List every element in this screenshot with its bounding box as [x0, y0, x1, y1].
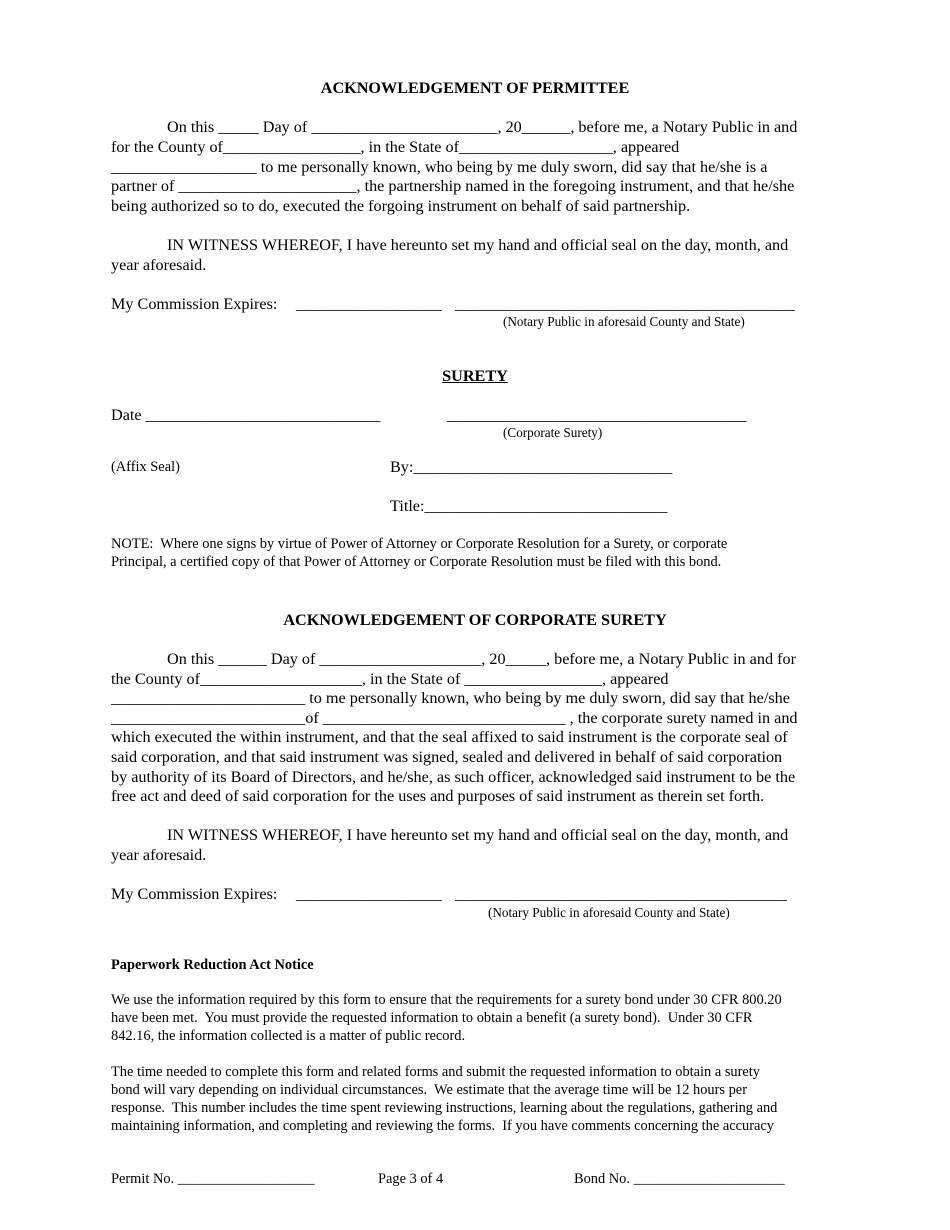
footer-page-number: Page 3 of 4 [378, 1171, 444, 1187]
corporate-surety-field[interactable]: _____________________________________ [447, 406, 747, 424]
corporate-ack-line-5: which executed the within instrument, and that the seal affixed to said instrument is the corporate seal of [111, 728, 788, 746]
paperwork-para2-line-3: response. This number includes the time spent reviewing instructions, learning about the regulations, gathering and [111, 1100, 778, 1116]
paperwork-heading: Paperwork Reduction Act Notice [111, 957, 314, 973]
corporate-ack-line-2: the County of____________________, in the State of _________________, appeared [111, 670, 669, 688]
permittee-witness-line-1: IN WITNESS WHEREOF, I have hereunto set my hand and official seal on the day, month, and [167, 236, 789, 254]
surety-note-line-2: Principal, a certified copy of that Power of Attorney or Corporate Resolution must be filed with this bond. [111, 554, 722, 570]
paperwork-para1-line-2: have been met. You must provide the requested information to obtain a benefit (a surety bond). Under 30 CFR [111, 1010, 753, 1026]
surety-date-field[interactable]: Date _____________________________ [111, 406, 381, 424]
permittee-witness-line-2: year aforesaid. [111, 256, 207, 274]
corporate-notary-caption: (Notary Public in aforesaid County and State) [488, 905, 730, 920]
corporate-witness-line-1: IN WITNESS WHEREOF, I have hereunto set my hand and official seal on the day, month, and [167, 826, 789, 844]
surety-by-field[interactable]: By:________________________________ [390, 458, 673, 476]
permittee-notary-caption: (Notary Public in aforesaid County and State) [503, 314, 745, 329]
corporate-ack-line-8: free act and deed of said corporation for the uses and purposes of said instrument as therein set forth. [111, 787, 765, 805]
surety-note-line-1: NOTE: Where one signs by virtue of Power of Attorney or Corporate Resolution for a Surety, or corporate [111, 536, 728, 552]
paperwork-para2-line-2: bond will vary depending on individual circumstances. We estimate that the average time will be 12 hours per [111, 1082, 747, 1098]
paperwork-para2-line-4: maintaining information, and completing and reviewing the forms. If you have comments concerning the accuracy [111, 1118, 774, 1134]
paperwork-para1-line-3: 842.16, the information collected is a matter of public record. [111, 1028, 466, 1044]
permittee-ack-line-4: partner of ______________________, the partnership named in the foregoing instrument, and that he/she [111, 177, 795, 195]
corporate-surety-caption: (Corporate Surety) [503, 425, 603, 440]
permittee-ack-line-2: for the County of_________________, in the State of___________________, appeared [111, 138, 680, 156]
corporate-ack-line-1: On this ______ Day of ____________________, 20_____, before me, a Notary Public in and for [167, 650, 796, 668]
permittee-notary-signature-field[interactable]: __________________________________________ [455, 295, 795, 313]
permittee-ack-line-5: being authorized so to do, executed the forgoing instrument on behalf of said partnership. [111, 197, 691, 215]
affix-seal-label: (Affix Seal) [111, 459, 180, 475]
permittee-ack-line-3: __________________ to me personally known, who being by me duly sworn, did say that he/she is a [111, 158, 768, 176]
permittee-ack-line-1: On this _____ Day of _______________________, 20______, before me, a Notary Public in and [167, 118, 798, 136]
paperwork-para1-line-1: We use the information required by this form to ensure that the requirements for a surety bond under 30 CFR 800.20 [111, 992, 782, 1008]
corporate-ack-heading: ACKNOWLEDGEMENT OF CORPORATE SURETY [283, 611, 667, 629]
permittee-commission-field[interactable]: __________________ [296, 295, 442, 313]
surety-heading: SURETY [442, 367, 508, 385]
permittee-ack-heading: ACKNOWLEDGEMENT OF PERMITTEE [320, 79, 630, 97]
corporate-witness-line-2: year aforesaid. [111, 846, 207, 864]
permittee-commission-label: My Commission Expires: [111, 295, 278, 313]
footer-bond-no[interactable]: Bond No. _____________________ [574, 1171, 785, 1187]
corporate-commission-field[interactable]: __________________ [296, 885, 442, 903]
corporate-commission-label: My Commission Expires: [111, 885, 278, 903]
corporate-ack-line-7: by authority of its Board of Directors, and he/she, as such officer, acknowledged said instrument to be the [111, 768, 796, 786]
corporate-ack-line-3: ________________________ to me personally known, who being by me duly sworn, did say that he/she [111, 689, 790, 707]
paperwork-para2-line-1: The time needed to complete this form and related forms and submit the requested information to obtain a surety [111, 1064, 760, 1080]
corporate-ack-line-4: ________________________of ______________________________ , the corporate surety named in and [111, 709, 798, 727]
corporate-notary-signature-field[interactable]: _________________________________________ [455, 885, 787, 903]
footer-permit-no[interactable]: Permit No. ___________________ [111, 1171, 315, 1187]
surety-title-field[interactable]: Title:______________________________ [390, 497, 668, 515]
corporate-ack-line-6: said corporation, and that said instrument was signed, sealed and delivered in behalf of said corporation [111, 748, 783, 766]
